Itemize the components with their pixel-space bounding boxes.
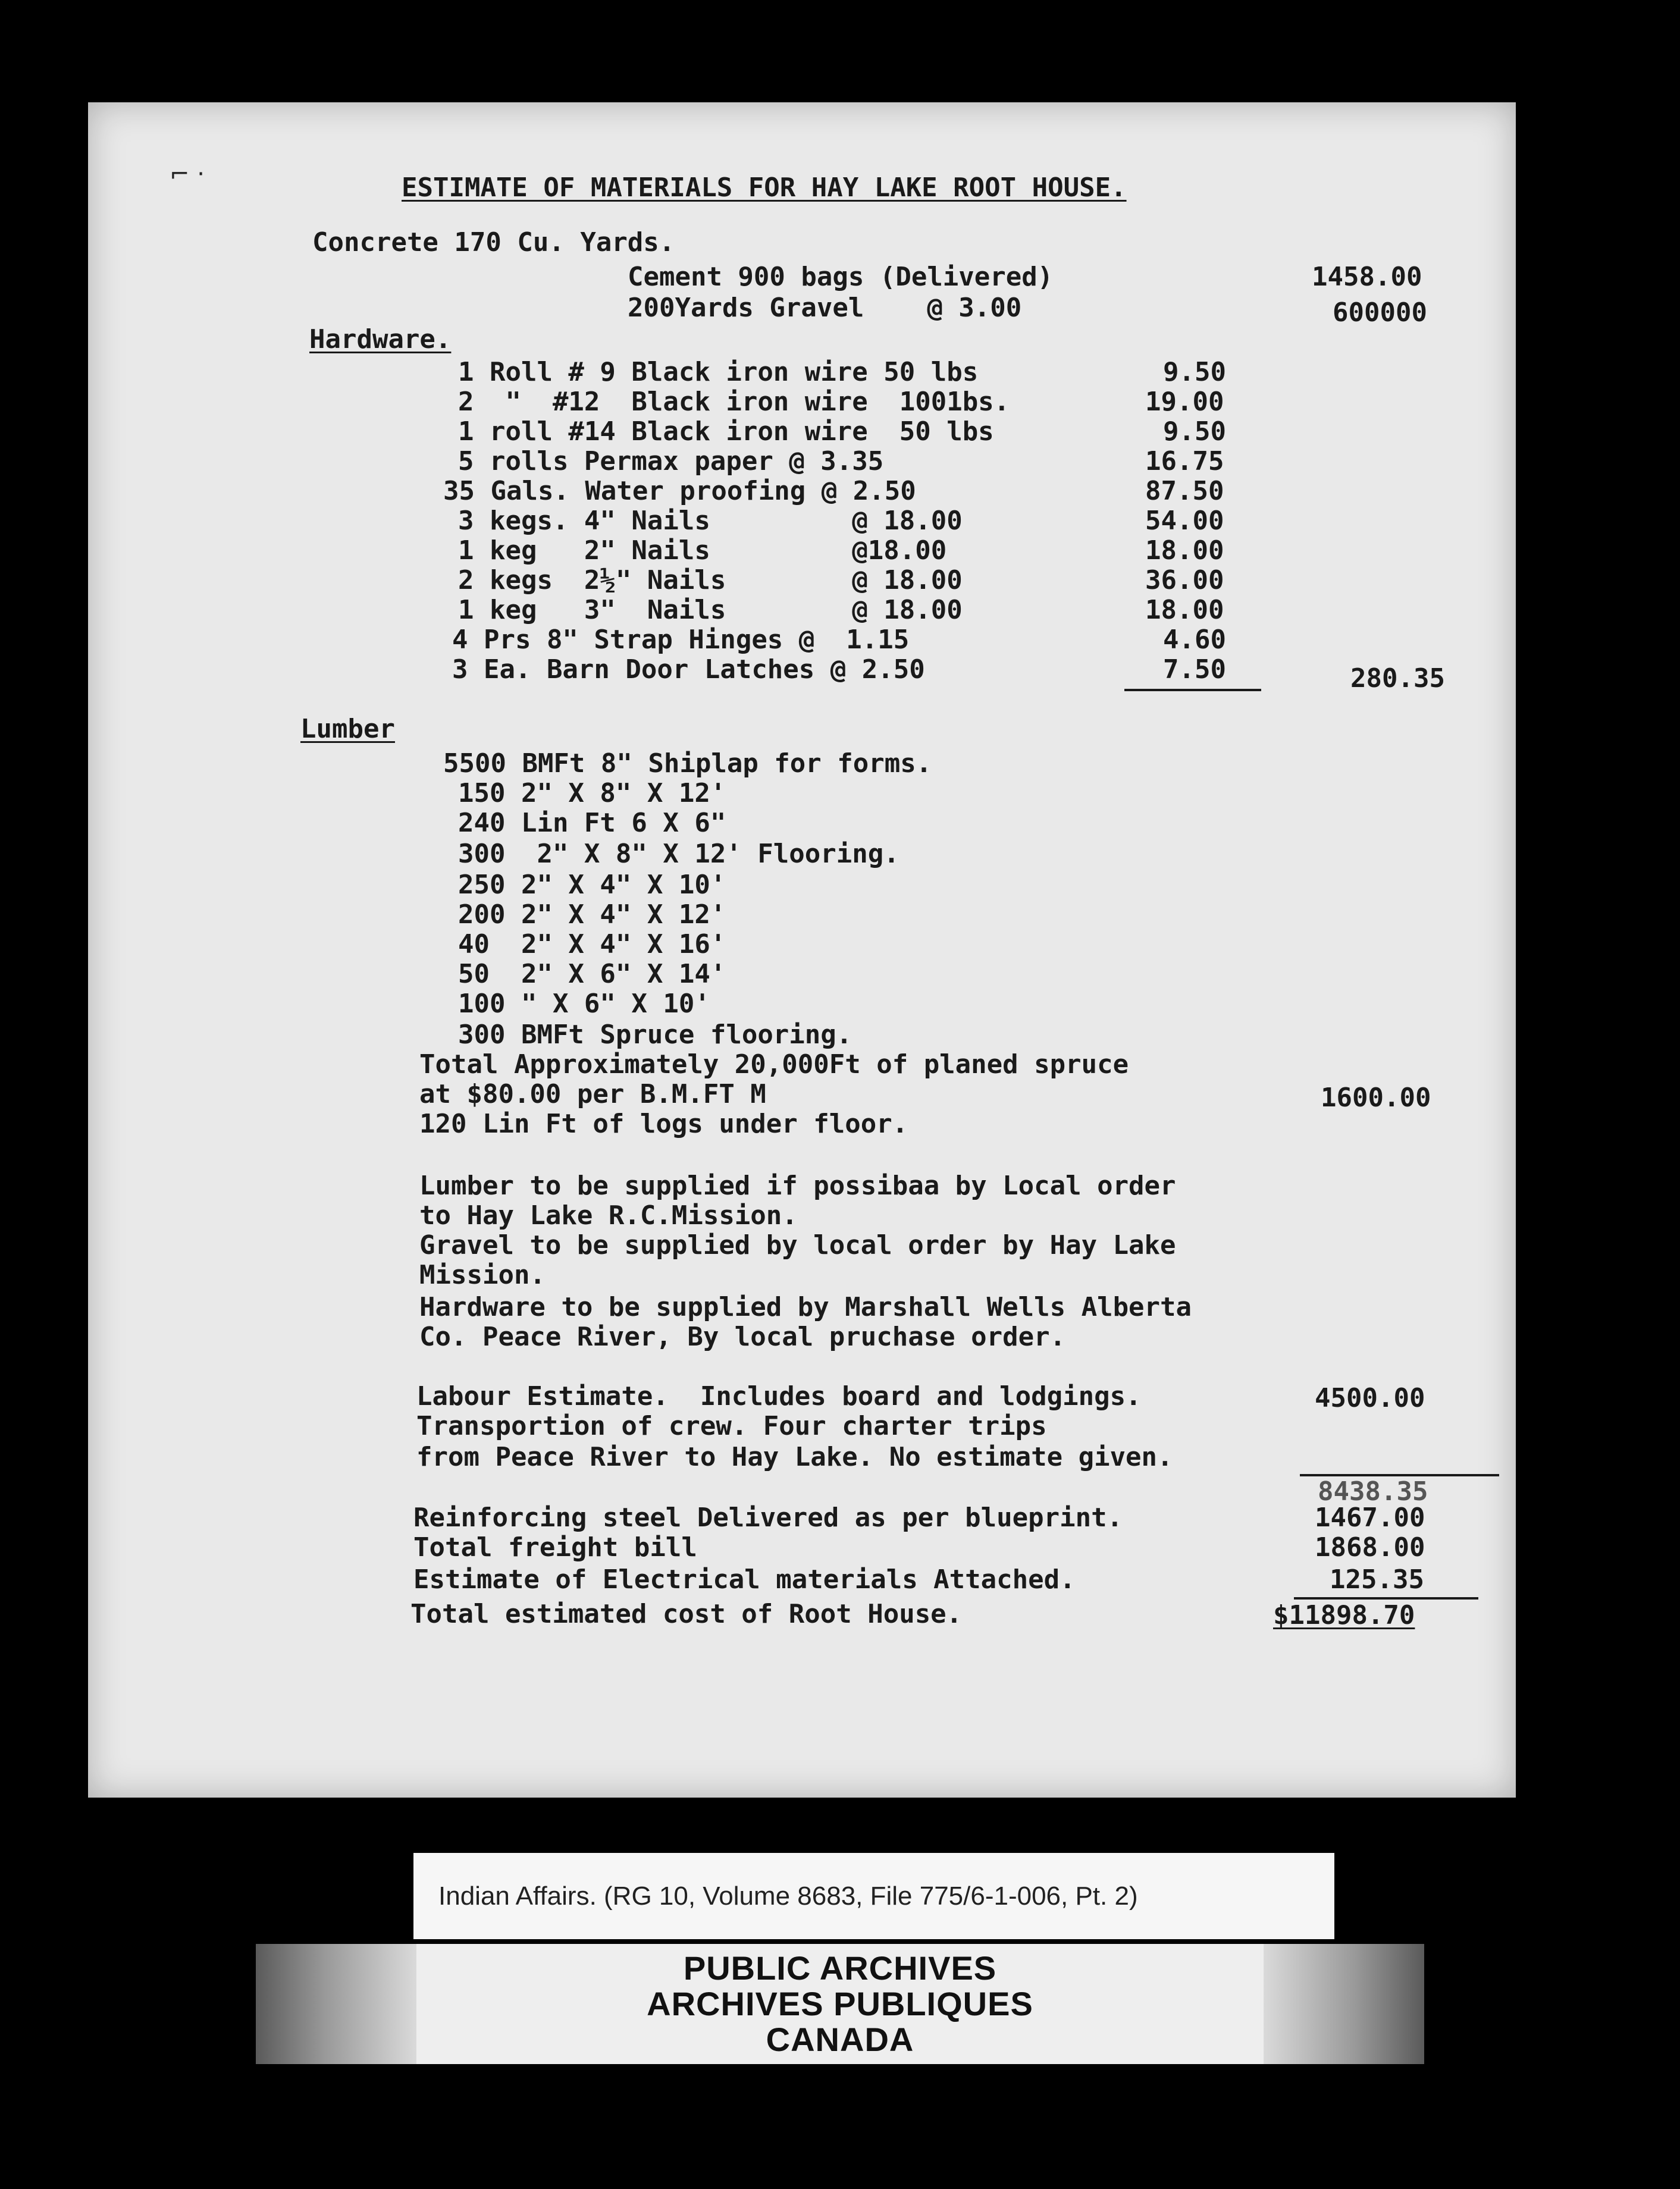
hardware-amount: 18.00 (1145, 595, 1224, 625)
hardware-item: 1 keg 3" Nails @ 18.00 (458, 595, 963, 625)
total-amount: 125.35 (1330, 1564, 1424, 1595)
hardware-amount: 87.50 (1145, 476, 1224, 506)
stamp-panel (416, 1944, 1264, 2064)
hardware-amount: 16.75 (1145, 446, 1224, 476)
hardware-item: 35 Gals. Water proofing @ 2.50 (443, 476, 916, 506)
gravel-total: 600000 (1333, 297, 1427, 328)
labour-line: Labour Estimate. Includes board and lodgings. (416, 1381, 1142, 1412)
stamp-line: CANADA (766, 2021, 914, 2058)
labour-amount: 4500.00 (1315, 1383, 1425, 1413)
lumber-heading: Lumber (300, 714, 395, 744)
hardware-item: 4 Prs 8" Strap Hinges @ 1.15 (452, 625, 910, 655)
hardware-amount: 9.50 (1163, 357, 1226, 387)
hardware-amount: 4.60 (1163, 625, 1226, 655)
gravel-line: 200Yards Gravel @ 3.00 (628, 293, 1022, 323)
hardware-item: 2 " #12 Black iron wire 1001bs. (458, 387, 1010, 417)
hardware-amount: 54.00 (1145, 506, 1224, 536)
hardware-amount: 19.00 (1145, 387, 1224, 417)
lumber-item: 250 2" X 4" X 10' (458, 870, 726, 900)
note-line: to Hay Lake R.C.Mission. (419, 1200, 798, 1231)
page-title: ESTIMATE OF MATERIALS FOR HAY LAKE ROOT HOUSE. (402, 173, 1127, 203)
note-line: Co. Peace River, By local pruchase order. (419, 1322, 1066, 1352)
lumber-item: 5500 BMFt 8" Shiplap for forms. (443, 748, 932, 779)
total-line: Estimate of Electrical materials Attached. (413, 1564, 1076, 1595)
transport-line: from Peace River to Hay Lake. No estimate given. (416, 1442, 1173, 1472)
hardware-amount: 9.50 (1163, 416, 1226, 447)
grand-total-rule (1294, 1597, 1478, 1600)
hardware-item: 1 Roll # 9 Black iron wire 50 lbs (458, 357, 979, 387)
cement-total: 1458.00 (1312, 262, 1422, 292)
lumber-item: 200 2" X 4" X 12' (458, 899, 726, 930)
hardware-amount: 18.00 (1145, 535, 1224, 566)
ink-mark: ⌐ · (170, 161, 205, 188)
stamp-line: PUBLIC ARCHIVES (683, 1949, 997, 1987)
stamp-line: ARCHIVES PUBLIQUES (647, 1985, 1033, 2022)
lumber-total: 1600.00 (1321, 1083, 1431, 1113)
total-amount: 1467.00 (1315, 1503, 1425, 1533)
lumber-item: 150 2" X 8" X 12' (458, 778, 726, 808)
reference-label (413, 1853, 1334, 1939)
lumber-price: at $80.00 per B.M.FT M (419, 1079, 766, 1109)
hardware-amount: 7.50 (1163, 654, 1226, 685)
total-line: Reinforcing steel Delivered as per blueprint. (413, 1503, 1123, 1533)
hardware-item: 1 roll #14 Black iron wire 50 lbs (458, 416, 994, 447)
grand-total-amount: $11898.70 (1273, 1600, 1415, 1630)
hardware-item: 2 kegs 2½" Nails @ 18.00 (458, 565, 963, 595)
lumber-item: 240 Lin Ft 6 X 6" (458, 808, 726, 838)
lumber-item: 40 2" X 4" X 16' (458, 929, 726, 959)
note-line: Lumber to be supplied if possibaa by Local order (419, 1171, 1176, 1201)
hardware-amount: 36.00 (1145, 565, 1224, 595)
lumber-item: 50 2" X 6" X 14' (458, 959, 726, 989)
archive-stamp (256, 1944, 1424, 2064)
concrete-heading: Concrete 170 Cu. Yards. (312, 227, 675, 258)
total-line: Total freight bill (413, 1532, 697, 1563)
total-amount: 1868.00 (1315, 1532, 1425, 1563)
cement-line: Cement 900 bags (Delivered) (628, 262, 1054, 292)
hardware-item: 5 rolls Permax paper @ 3.35 (458, 446, 884, 476)
hardware-heading: Hardware. (309, 324, 452, 355)
grand-total-label: Total estimated cost of Root House. (410, 1599, 963, 1629)
hardware-sum-rule (1124, 689, 1261, 691)
lumber-item: 100 " X 6" X 10' (458, 989, 710, 1019)
lumber-logs: 120 Lin Ft of logs under floor. (419, 1109, 908, 1139)
transport-line: Transportion of crew. Four charter trips (416, 1411, 1047, 1441)
lumber-item: 300 BMFt Spruce flooring. (458, 1020, 852, 1050)
note-line: Gravel to be supplied by local order by Hay Lake (419, 1230, 1176, 1260)
hardware-item: 3 kegs. 4" Nails @ 18.00 (458, 506, 963, 536)
reference-text: Indian Affairs. (RG 10, Volume 8683, File 775/6-1-006, Pt. 2) (438, 1881, 1138, 1911)
hardware-total: 280.35 (1350, 663, 1445, 694)
subtotal: 8438.35 (1318, 1476, 1428, 1507)
lumber-summary: Total Approximately 20,000Ft of planed spruce (419, 1049, 1129, 1080)
note-line: Hardware to be supplied by Marshall Wells Alberta (419, 1292, 1192, 1322)
lumber-item: 300 2" X 8" X 12' Flooring. (458, 839, 899, 869)
note-line: Mission. (419, 1260, 546, 1290)
hardware-item: 3 Ea. Barn Door Latches @ 2.50 (452, 654, 925, 685)
hardware-item: 1 keg 2" Nails @18.00 (458, 535, 947, 566)
